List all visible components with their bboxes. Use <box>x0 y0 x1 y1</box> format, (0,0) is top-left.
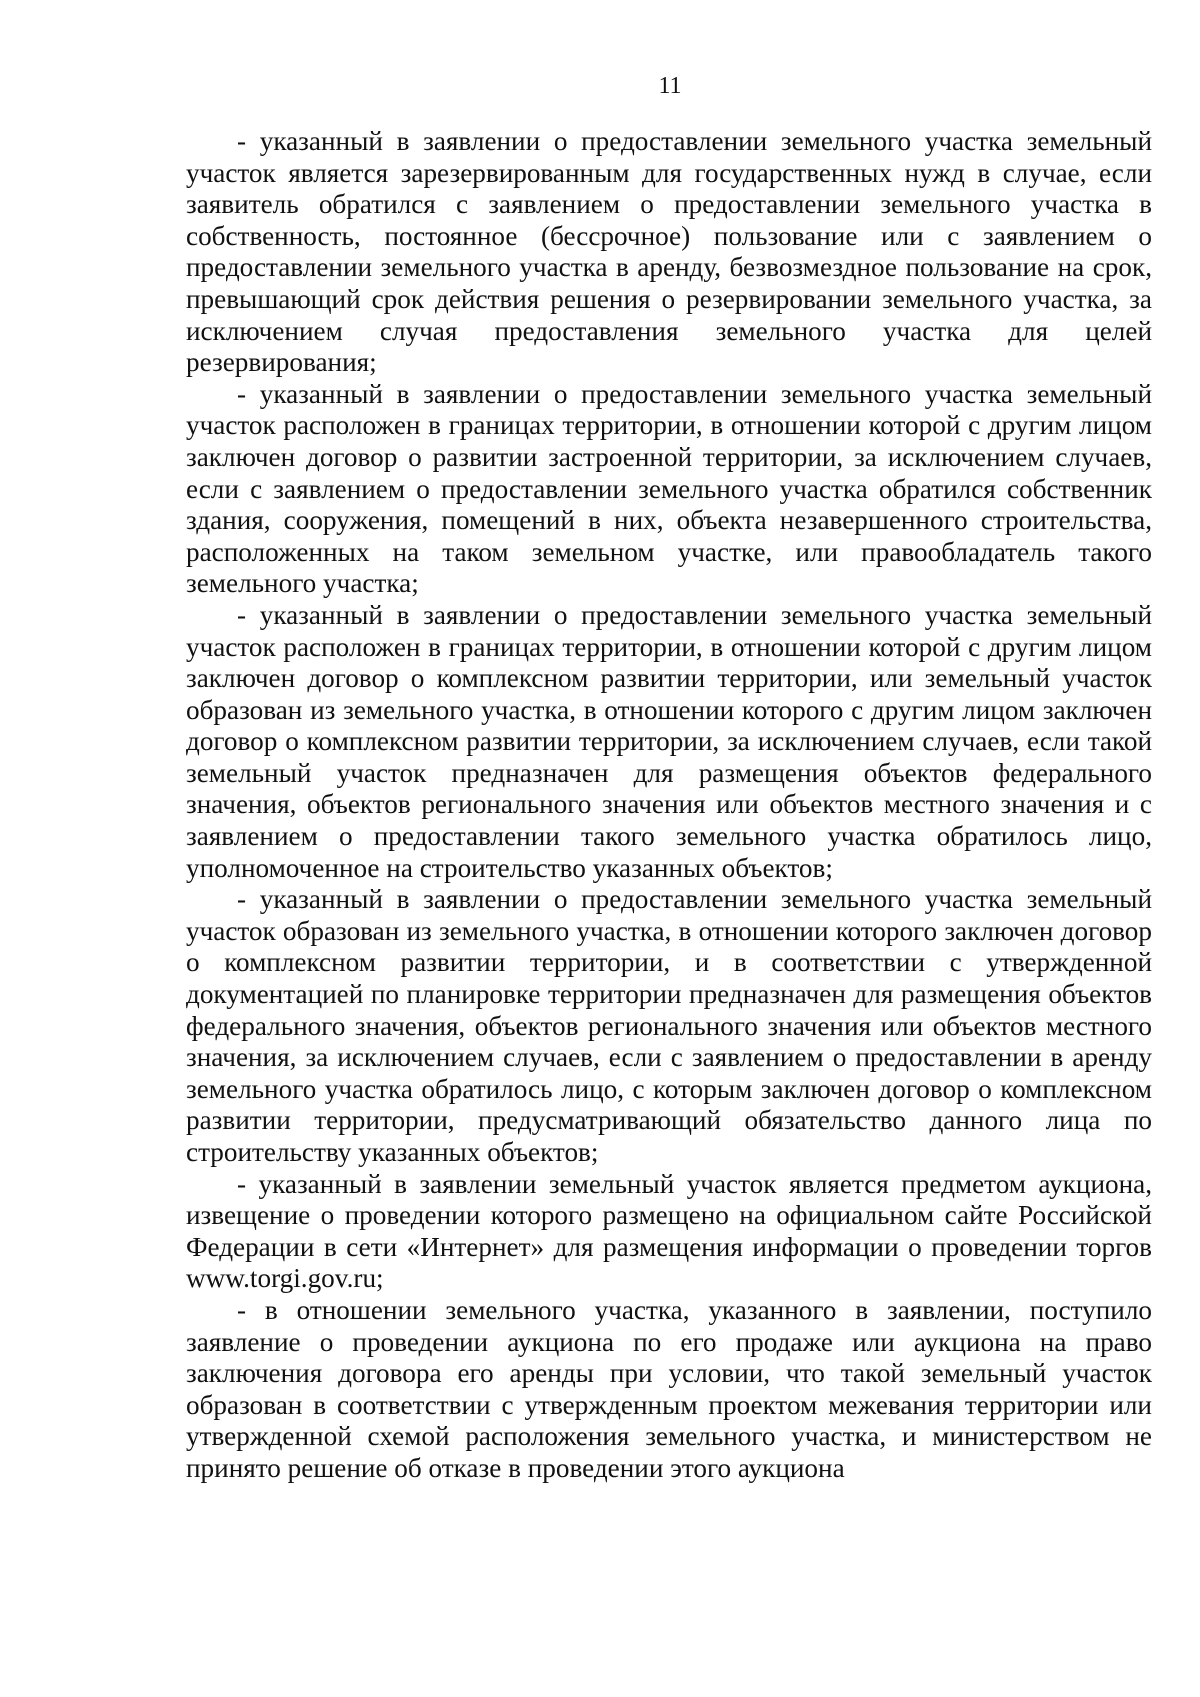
paragraph-auction-application: - в отношении земельного участка, указанного в заявлении, поступило заявление о проведении аукциона по его продаже или аукциона на право заключения договора его аренды при условии, что такой земельный участок образован в соответствии с утвержденным проектом межевания территории или утвержденной схемой расположения земельного участка, и министерством не принято решение об отказе в проведении этого аукциона <box>186 1294 1152 1483</box>
paragraph-auction-subject: - указанный в заявлении земельный участок является предметом аукциона, извещение о проведении которого размещено на официальном сайте Российской Федерации в сети «Интернет» для размещения информации о проведении торгов www.torgi.gov.ru; <box>186 1168 1152 1294</box>
document-body <box>186 126 1152 1485</box>
paragraph-complex-development: - указанный в заявлении о предоставлении земельного участка земельный участок расположен в границах территории, в отношении которой с другим лицом заключен договор о комплексном развитии территории, или земельный участок образован из земельного участка, в отношении которого с другим лицом заключен договор о комплексном развитии территории, за исключением случаев, если такой земельный участок предназначен для размещения объектов федерального значения, объектов регионального значения или объектов местного значения и с заявлением о предоставлении такого земельного участка обратилось лицо, уполномоченное на строительство указанных объектов; <box>186 599 1152 883</box>
page-number: 11 <box>658 73 682 99</box>
paragraph-built-up-territory: - указанный в заявлении о предоставлении земельного участка земельный участок расположен в границах территории, в отношении которой с другим лицом заключен договор о развитии застроенной территории, за исключением случаев, если с заявлением о предоставлении земельного участка обратился собственник здания, сооружения, помещений в них, объекта незавершенного строительства, расположенных на таком земельном участке, или правообладатель такого земельного участка; <box>186 378 1152 599</box>
paragraph-reserved-plot: - указанный в заявлении о предоставлении земельного участка земельный участок является зарезервированным для государственных нужд в случае, если заявитель обратился с заявлением о предоставлении земельного участка в собственность, постоянное (бессрочное) пользование или с заявлением о предоставлении земельного участка в аренду, безвозмездное пользование на срок, превышающий срок действия решения о резервировании земельного участка, за исключением случая предоставления земельного участка для целей резервирования; <box>186 126 1152 378</box>
paragraph-planning-documentation: - указанный в заявлении о предоставлении земельного участка земельный участок образован из земельного участка, в отношении которого заключен договор о комплексном развитии территории, и в соответствии с утвержденной документацией по планировке территории предназначен для размещения объектов федерального значения, объектов регионального значения или объектов местного значения, за исключением случаев, если с заявлением о предоставлении в аренду земельного участка обратилось лицо, с которым заключен договор о комплексном развитии территории, предусматривающий обязательство данного лица по строительству указанных объектов; <box>186 884 1152 1167</box>
